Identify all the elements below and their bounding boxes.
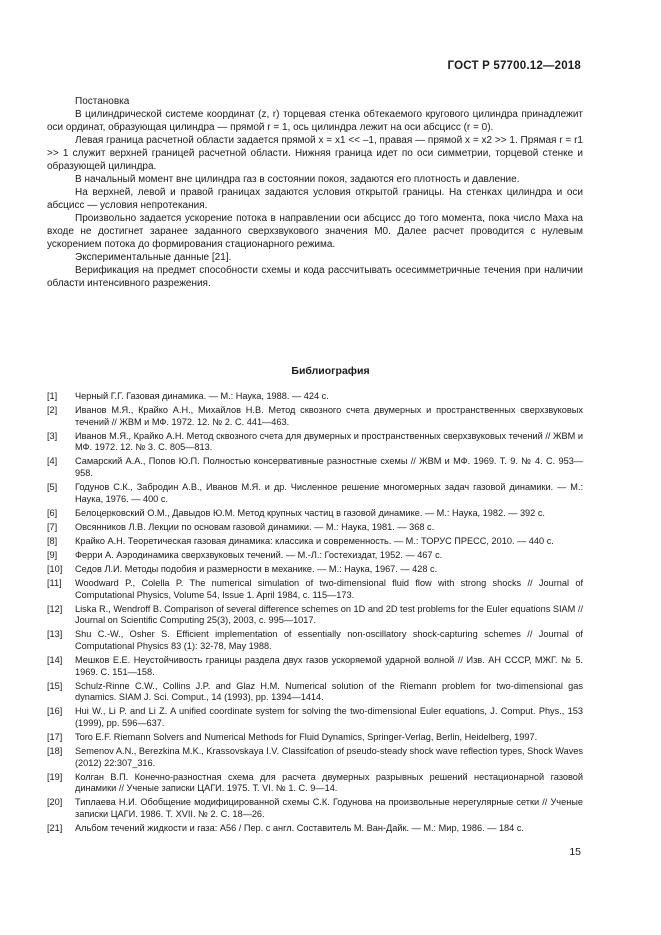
bibliography-text: Semenov A.N., Berezkina M.K., Krassovskaya I.V. Classifcation of pseudo-steady shock wave reflection types, Shock Waves (2012) 22:307_316. xyxy=(75,746,583,768)
bibliography-number: [9] xyxy=(47,549,58,560)
bibliography-number: [21] xyxy=(47,823,63,834)
bibliography-number: [15] xyxy=(47,680,63,691)
bibliography-number: [13] xyxy=(47,629,63,640)
page-number: 15 xyxy=(569,846,581,858)
bibliography-text: Альбом течений жидкости и газа: А56 / Пер. с англ. Составитель М. Ван-Дайк. — М.: Мир, 1986. — 184 с. xyxy=(75,823,524,834)
bibliography-title: Библиография xyxy=(291,365,370,377)
bibliography-number: [20] xyxy=(47,797,63,808)
bibliography-item xyxy=(47,508,583,520)
bibliography-text: Типлаева Н.И. Обобщение модифицированной схемы С.К. Годунова на произвольные нерегулярные сетки // Ученые записки ЦАГИ. 1986. Т. XVII. № 2. С. 18—26. xyxy=(75,797,583,820)
bibliography-text: Иванов М.Я., Крайко А.Н. Метод сквозного счета для двумерных и пространственных сверхзвуковых течений // ЖВМ и МФ. 1972. 12. № 3. С. 805—813. xyxy=(75,430,583,453)
bibliography-text: Shu C.-W., Osher S. Efficient implementation of essentially non-oscillatory shock-capturing schemes // Journal of Computational Physics 83 (1): 32-78, May 1988. xyxy=(75,629,583,651)
bibliography-number: [5] xyxy=(47,482,58,493)
bibliography-text: Годунов С.К., Забродин А.В., Иванов М.Я. и др. Численное решение многомерных задач газовой динамики. — М.: Наука, 1976. — 400 с. xyxy=(75,482,583,504)
bibliography-number: [11] xyxy=(47,577,62,588)
bibliography-text: Белоцерковский О.М., Давыдов Ю.М. Метод крупных частиц в газовой динамике. — М.: Наука, 1982. — 392 с. xyxy=(75,507,545,518)
bibliography-number: [6] xyxy=(47,507,58,518)
bibliography-text: Мешков Е.Е. Неустойчивость границы раздела двух газов ускоряемой ударной волной // Изв. АН СССР, МЖГ. № 5. 1969. С. 151—158. xyxy=(75,654,583,677)
bibliography-text: Крайко А.Н. Теоретическая газовая динамика: классика и современность. — М.: ТОРУС ПРЕСС, 2010. — 440 с. xyxy=(75,535,554,546)
bibliography-text: Ферри А. Аэродинамика сверхзвуковых течений. — М.-Л.: Гостехиздат, 1952. — 467 с. xyxy=(75,549,443,560)
bibliography-item xyxy=(47,536,583,548)
bibliography-item xyxy=(47,391,583,403)
bibliography-item xyxy=(47,772,583,795)
bibliography-item xyxy=(47,823,583,835)
bibliography-text: Liska R., Wendroff B. Comparison of several difference schemes on 1D and 2D test problems for the Euler equations SIAM // Journal on Scientific Computing 25(3), 2003, с. 995—1017. xyxy=(75,603,583,626)
bibliography-item xyxy=(47,431,583,454)
paragraph: Верификация на предмет способности схемы и кода рассчитывать осесимметричные течения при наличии области интенсивного разрежения. xyxy=(47,265,583,289)
bibliography-item xyxy=(47,482,583,505)
standard-header: ГОСТ Р 57700.12—2018 xyxy=(447,60,581,72)
bibliography-item xyxy=(47,456,583,479)
bibliography-text: Овсянников Л.В. Лекции по основам газовой динамики. — М.: Наука, 1981. — 368 с. xyxy=(75,521,435,532)
bibliography-text: Woodward P., Colella P. The numerical simulation of two-dimensional fluid flow with strong shocks // Journal of Computational Physics, Volume 54, Issue 1. April 1984, с. 115—173. xyxy=(75,577,583,600)
bibliography-number: [17] xyxy=(47,732,63,743)
bibliography-item xyxy=(47,797,583,820)
paragraph: Экспериментальные данные [21]. xyxy=(75,252,232,263)
bibliography-item xyxy=(47,604,583,627)
bibliography-item xyxy=(47,405,583,428)
bibliography-item xyxy=(47,746,583,769)
bibliography-item xyxy=(47,578,583,601)
paragraph: На верхней, левой и правой границах задаются условия открытой границы. На стенках цилиндра и оси абсцисс — условия непротекания. xyxy=(47,187,583,211)
bibliography-number: [2] xyxy=(47,405,58,415)
bibliography-number: [1] xyxy=(47,391,58,401)
bibliography-text: Самарский А.А., Попов Ю.П. Полностью консервативные разностные схемы // ЖВМ и МФ. 1969. Т. 9. № 4. С. 953—958. xyxy=(75,456,583,479)
bibliography-number: [10] xyxy=(47,563,63,574)
bibliography-text: Toro E.F. Riemann Solvers and Numerical Methods for Fluid Dynamics, Springer-Verlag, Berlin, Heidelberg, 1997. xyxy=(75,732,538,743)
bibliography-item xyxy=(47,732,583,744)
paragraph: Левая граница расчетной области задается прямой x = x1 << –1, правая — прямой x = x2 >> 1. Прямая r = r1 >> 1 служит верхней границей расчетной области. Нижняя граница идет по оси симметрии, торцевой стенке и образующей цилиндра. xyxy=(47,135,583,172)
paragraph: В начальный момент вне цилиндра газ в состоянии покоя, задаются его плотность и давление. xyxy=(75,174,520,185)
bibliography-text: Hui W., Li P. and Li Z. A unified coordinate system for solving the two-dimensional Euler equations, J. Comput. Phys., 153 (1999), pp. 596—637. xyxy=(75,706,583,729)
bibliography-item xyxy=(47,564,583,576)
paragraph: Произвольно задается ускорение потока в направлении оси абсцисс до того момента, пока число Маха на входе не достигнет заранее заданного сверхзвукового значения M0. Далее расчет проводится с нулевым ускорением потока до формирования стационарного режима. xyxy=(47,213,583,250)
bibliography-number: [8] xyxy=(47,535,58,546)
bibliography-number: [7] xyxy=(47,521,58,532)
bibliography-text: Иванов М.Я., Крайко А.Н., Михайлов Н.В. Метод сквозного счета двумерных и пространственных сверхзвуковых течений // ЖВМ и МФ. 1972. 12. № 2. С. 441—463. xyxy=(75,405,583,427)
bibliography-text: Седов Л.И. Методы подобия и размерности в механике. — М.: Наука, 1967. — 428 с. xyxy=(75,563,438,574)
bibliography-number: [12] xyxy=(47,603,63,614)
body-text xyxy=(47,95,583,290)
bibliography-item xyxy=(47,681,583,704)
bibliography-number: [19] xyxy=(47,771,63,782)
bibliography-item xyxy=(47,550,583,562)
paragraph: В цилиндрической системе координат (z, r) торцевая стенка обтекаемого кругового цилиндра принадлежит оси ординат, образующая цилиндра — прямой r = 1, ось цилиндра лежит на оси абсцисс (r = 0). xyxy=(47,109,583,133)
paragraph-setup-heading: Постановка xyxy=(75,96,130,107)
bibliography-item xyxy=(47,522,583,534)
bibliography-item xyxy=(47,629,583,652)
bibliography-text: Колган В.П. Конечно-разностная схема для расчета двумерных разрывных решений нестационарной газовой динамики // Ученые записки ЦАГИ. 1975. Т. VI. № 1. С. 9—14. xyxy=(75,771,583,794)
bibliography-item xyxy=(47,655,583,678)
bibliography-number: [3] xyxy=(47,430,58,441)
bibliography-text: Schulz-Rinne C.W., Collins J.P. and Glaz H.M. Numerical solution of the Riemann problem for two-dimensional gas dynamics. SIAM J. Sci. Comput., 14 (1993), pp. 1394—1414. xyxy=(75,680,583,703)
bibliography-number: [4] xyxy=(47,456,58,467)
bibliography-list xyxy=(47,391,583,837)
bibliography-number: [18] xyxy=(47,746,63,757)
bibliography-number: [14] xyxy=(47,654,63,665)
bibliography-item xyxy=(47,706,583,729)
bibliography-text: Черный Г.Г. Газовая динамика. — М.: Наука, 1988. — 424 с. xyxy=(75,391,329,401)
bibliography-number: [16] xyxy=(47,706,63,717)
